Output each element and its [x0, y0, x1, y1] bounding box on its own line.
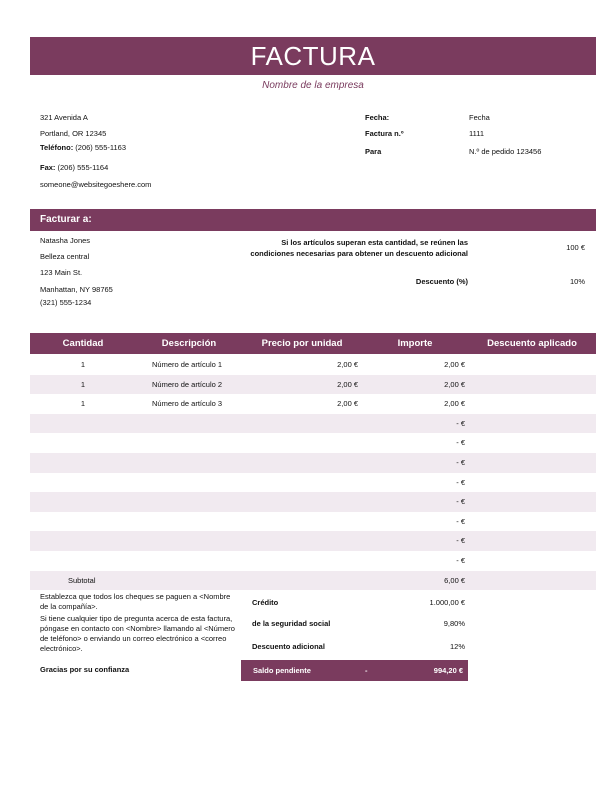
phone-value: (206) 555-1163 — [75, 143, 127, 152]
cell-amount: - € — [456, 458, 465, 467]
balance-due-dash: - — [365, 666, 368, 675]
sender-phone — [40, 143, 126, 153]
table-row — [30, 355, 596, 375]
header-quantity: Cantidad — [62, 338, 104, 349]
cell-amount: - € — [456, 477, 465, 487]
social-security-value: 9,80% — [443, 619, 465, 628]
cell-desc: Número de artículo 2 — [152, 379, 223, 389]
table-row — [30, 473, 596, 493]
cell-amount: - € — [456, 438, 465, 448]
sender-address-1: 321 Avenida A — [40, 113, 88, 122]
bill-to-label: Facturar a: — [40, 214, 92, 225]
notes-checks: Establezca que todos los cheques se paguen a <Nombre de la compañía>. — [40, 592, 231, 611]
threshold-text-1: Si los artículos superan esta cantidad, se reúnen las — [281, 238, 468, 247]
discount-value: 10% — [569, 277, 585, 286]
table-row — [30, 394, 596, 414]
cell-amount: - € — [456, 516, 465, 526]
sender-email: someone@websitegoeshere.com — [40, 180, 152, 189]
threshold-value: 100 € — [566, 243, 585, 252]
order-label: Para — [365, 147, 382, 156]
bill-to-street: 123 Main St. — [40, 268, 83, 277]
cell-amount: - € — [456, 536, 465, 546]
subtotal-value: 6,00 € — [444, 575, 465, 585]
notes-thanks: Gracias por su confianza — [40, 665, 130, 674]
invoice-title: FACTURA — [30, 37, 596, 75]
bill-to-phone: (321) 555-1234 — [40, 298, 92, 307]
balance-due-bar — [241, 660, 468, 681]
table-row — [30, 492, 596, 512]
subtotal-row — [30, 571, 596, 591]
balance-due-label: Saldo pendiente — [253, 666, 311, 675]
cell-amount: 2,00 € — [444, 399, 465, 409]
bill-to-name: Natasha Jones — [40, 236, 91, 245]
table-row — [30, 531, 596, 551]
notes-contact: Si tiene cualquier tipo de pregunta acerca de esta factura, póngase en contacto con <Nombre> llamando al <Número de teléfono> o enviando un correo electrónico a <correo electrónico>. — [40, 614, 235, 653]
header-discount-applied: Descuento aplicado — [487, 338, 577, 349]
cell-desc: Número de artículo 1 — [152, 360, 223, 369]
header-unit-price: Precio por unidad — [261, 338, 343, 349]
sender-fax — [40, 163, 108, 173]
threshold-text-2: condiciones necesarias para obtener un descuento adicional — [250, 249, 468, 258]
table-row — [30, 512, 596, 532]
table-row — [30, 433, 596, 453]
cell-amount: 2,00 € — [444, 360, 465, 369]
invoice-number-label: Factura n.º — [365, 129, 404, 138]
table-row — [30, 551, 596, 571]
order-value: N.º de pedido 123456 — [469, 147, 542, 156]
cell-price: 2,00 € — [337, 399, 358, 409]
credit-label: Crédito — [252, 598, 279, 607]
cell-qty: 1 — [80, 379, 86, 389]
subtotal-label: Subtotal — [68, 575, 96, 585]
table-header — [30, 333, 596, 354]
cell-desc: Número de artículo 3 — [152, 399, 223, 409]
bill-to-company: Belleza central — [40, 252, 90, 261]
cell-qty: 1 — [80, 399, 86, 409]
header-amount: Importe — [397, 338, 433, 349]
extra-discount-label: Descuento adicional — [252, 642, 325, 651]
cell-amount: - € — [456, 556, 465, 565]
cell-price: 2,00 € — [337, 360, 358, 369]
table-row — [30, 414, 596, 434]
date-label: Fecha: — [365, 113, 390, 122]
cell-price: 2,00 € — [337, 379, 358, 389]
sender-address-2: Portland, OR 12345 — [40, 129, 107, 138]
cell-amount: - € — [456, 497, 465, 507]
company-name: Nombre de la empresa — [262, 80, 364, 91]
bill-to-bar — [30, 209, 596, 231]
table-row — [30, 453, 596, 473]
fax-value: (206) 555-1164 — [57, 163, 109, 172]
discount-label: Descuento (%) — [415, 277, 468, 286]
cell-amount: 2,00 € — [444, 379, 465, 389]
header-description: Descripción — [161, 338, 217, 349]
balance-due-value: 994,20 € — [433, 666, 463, 675]
credit-value: 1.000,00 € — [429, 598, 465, 607]
bill-to-city: Manhattan, NY 98765 — [40, 285, 113, 294]
cell-amount: - € — [456, 418, 465, 428]
extra-discount-value: 12% — [449, 642, 465, 651]
invoice-number-value: 1111 — [469, 129, 485, 138]
fax-label: Fax: — [40, 163, 56, 172]
table-row — [30, 375, 596, 395]
date-value: Fecha — [469, 113, 490, 122]
cell-qty: 1 — [80, 360, 86, 369]
social-security-label: de la seguridad social — [252, 619, 331, 628]
phone-label: Teléfono: — [40, 143, 74, 152]
